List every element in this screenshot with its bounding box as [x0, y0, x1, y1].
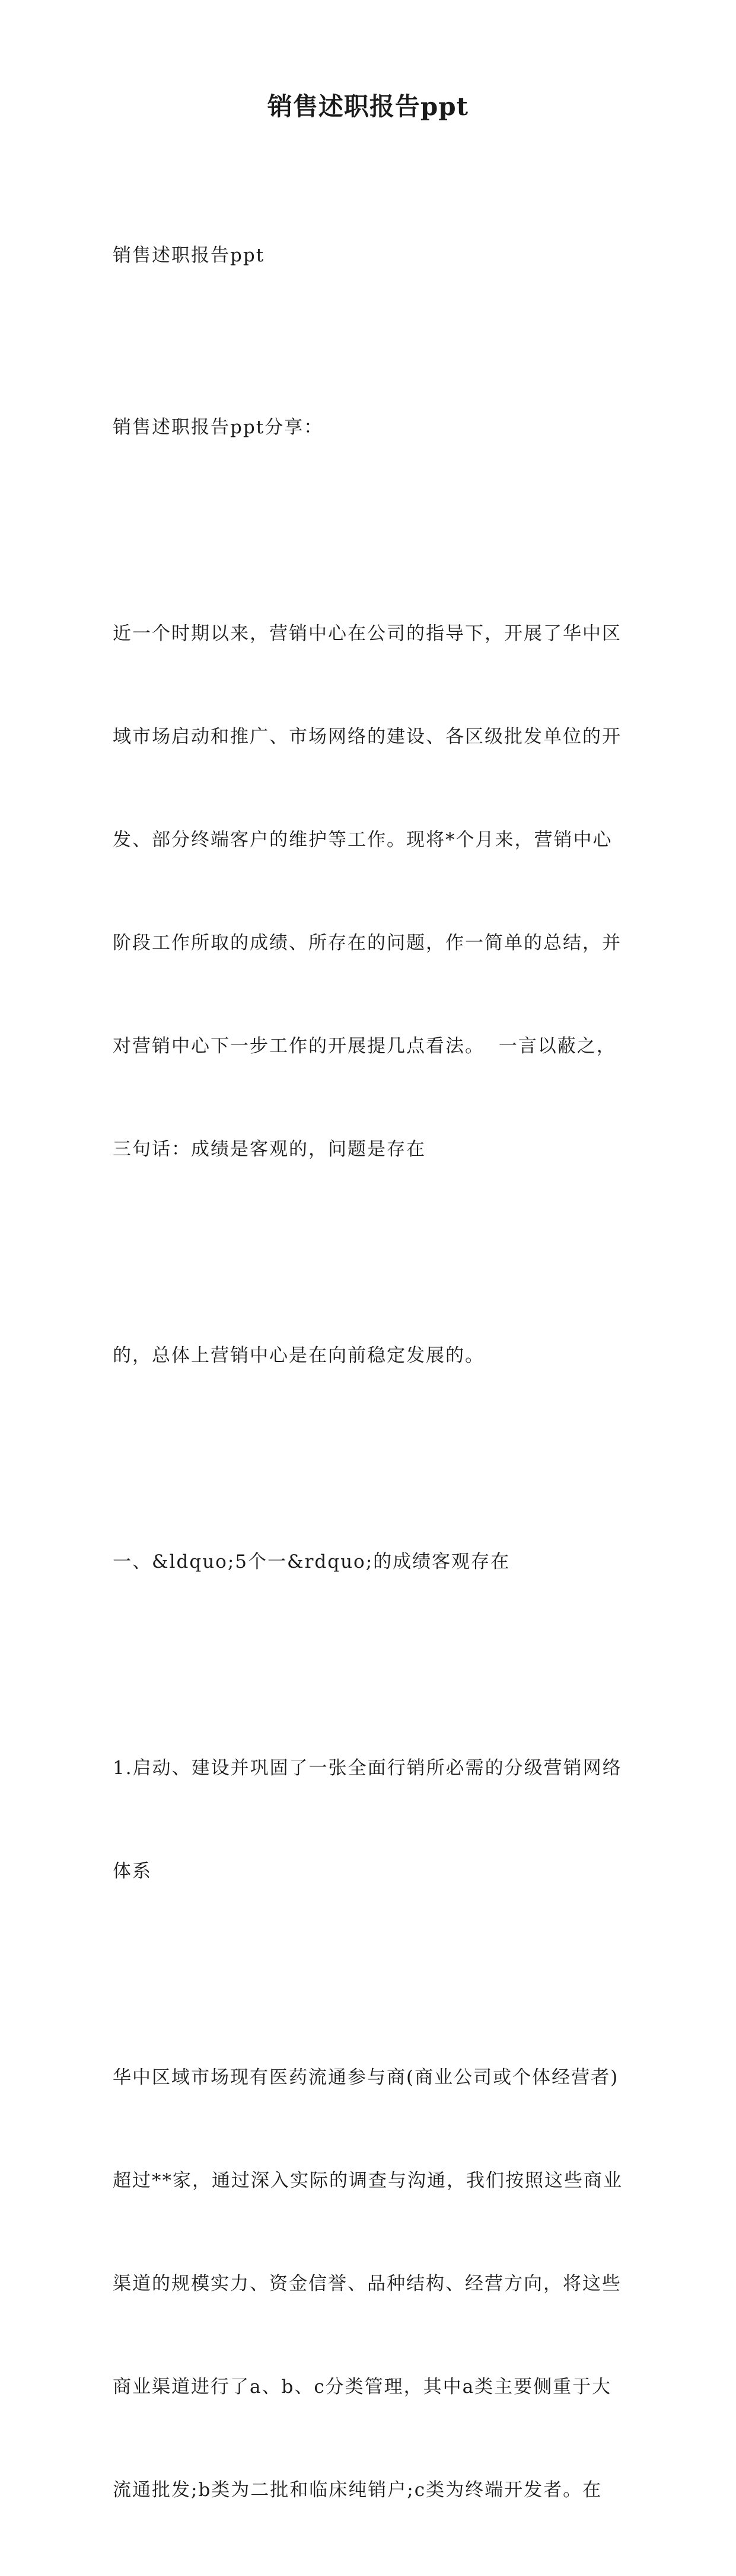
text-line: 销售述职报告ppt	[113, 245, 265, 266]
text-line: 对营销中心下一步工作的开展提几点看法。 一言以蔽之，	[113, 1035, 616, 1057]
paragraph-subtitle	[113, 170, 635, 341]
paragraph-continuation	[113, 1270, 635, 1442]
text-line: 发、部分终端客户的维护等工作。现将*个月来，营销中心	[113, 829, 613, 851]
text-line: 销售述职报告ppt分享：	[113, 417, 324, 438]
text-line: 体系	[113, 1861, 152, 1882]
text-line: 商业渠道进行了a、b、c分类管理，其中a类主要侧重于大	[113, 2376, 612, 2398]
text-line: 渠道的规模实力、资金信誉、品种结构、经营方向，将这些	[113, 2273, 622, 2294]
paragraph-share-intro	[113, 341, 635, 513]
paragraph-overview	[113, 548, 635, 1235]
text-line: 流通批发;b类为二批和临床纯销户;c类为终端开发者。在	[113, 2479, 603, 2501]
text-line: 1.启动、建设并巩固了一张全面行销所必需的分级营销网络	[113, 1757, 622, 1779]
text-line: 阶段工作所取的成绩、所存在的问题，作一简单的总结，并	[113, 932, 622, 954]
paragraph-market-channels	[113, 1992, 635, 2576]
text-line: 华中区域市场现有医药流通参与商(商业公司或个体经营者)	[113, 2067, 619, 2088]
text-line: 的，总体上营销中心是在向前稳定发展的。	[113, 1345, 485, 1366]
subsection-heading	[113, 1682, 635, 1957]
text-line: 域市场启动和推广、市场网络的建设、各区级批发单位的开	[113, 726, 622, 747]
document-title: 销售述职报告ppt	[267, 92, 469, 121]
section-heading	[113, 1476, 635, 1648]
text-line: 超过**家，通过深入实际的调查与沟通，我们按照这些商业	[113, 2170, 623, 2191]
document-body	[113, 170, 635, 2576]
text-line: 一、&ldquo;5个一&rdquo;的成绩客观存在	[113, 1551, 511, 1573]
text-line: 三句话：成绩是客观的，问题是存在	[113, 1139, 426, 1160]
text-line: 近一个时期以来，营销中心在公司的指导下，开展了华中区	[113, 623, 622, 644]
